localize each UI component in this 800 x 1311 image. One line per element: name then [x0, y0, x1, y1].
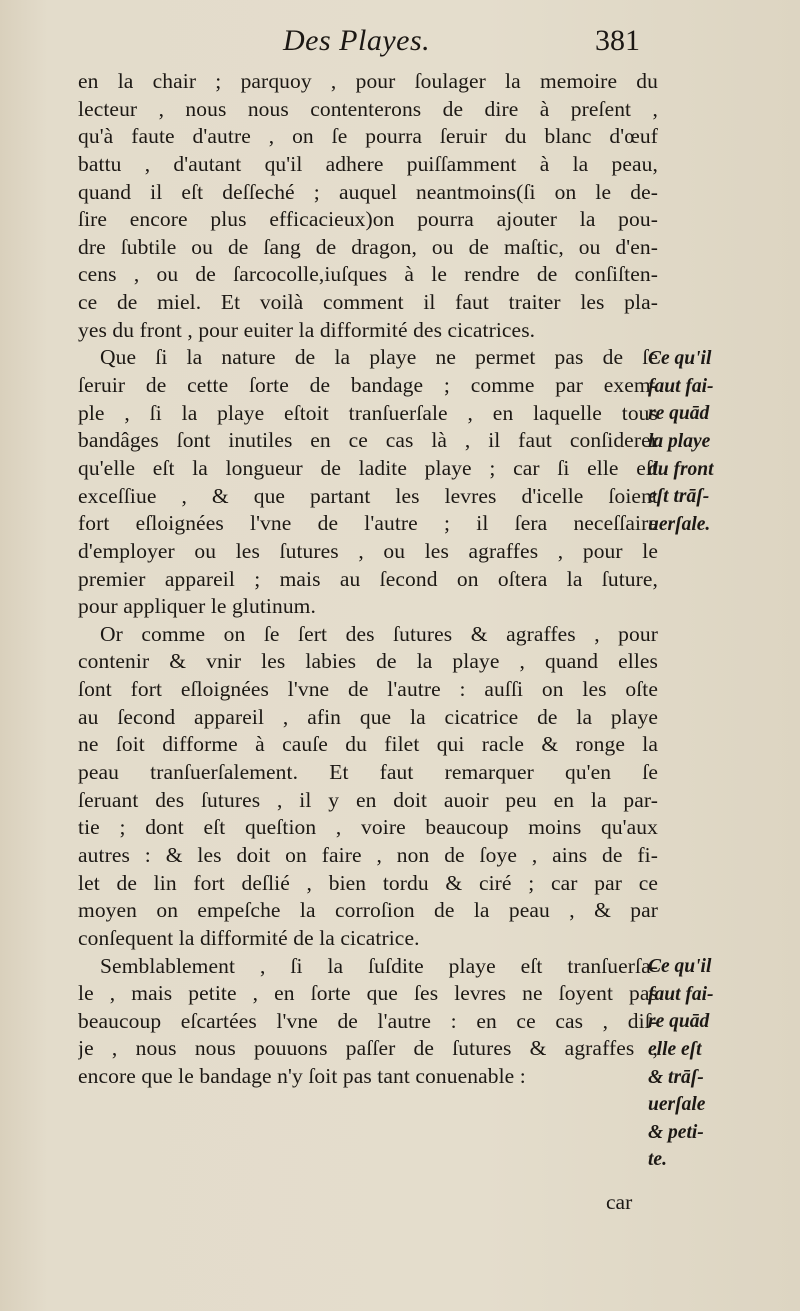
page-header [0, 18, 800, 68]
margin-note-line: du front [648, 458, 714, 480]
margin-note-line: re quād [648, 1011, 710, 1033]
text-line: ſeruant des ſutures , il y en doit auoir peu en la par- [78, 787, 658, 812]
text-line: au ſecond appareil , afin que la cicatrice de la playe [78, 704, 658, 729]
text-line: je , nous nous pouuons paſſer de ſutures & agraffes , [78, 1036, 658, 1061]
page-number: 381 [595, 24, 640, 57]
text-line: yes du front , pour euiter la difformité des cicatrices. [78, 317, 536, 342]
margin-note-line: eſt trāſ- [648, 486, 710, 508]
text-line: ſont fort eſloignées l'vne de l'autre : auſſi on les oſte [78, 677, 658, 702]
margin-note-1 [648, 345, 798, 538]
text-line: moyen on empeſche la corroſion de la peau , & par [78, 898, 658, 923]
margin-note-line: Ce qu'il [648, 348, 712, 369]
margin-note-line: faut fai- [648, 983, 714, 1005]
text-line: qu'elle eſt la longueur de ladite playe ; car ſi elle eſt [78, 455, 658, 480]
margin-note-line: te. [648, 1149, 667, 1171]
margin-note-2 [648, 953, 798, 1174]
text-line: d'employer ou les ſutures , ou les agraffes , pour le [78, 538, 658, 563]
text-line: exceſſiue , & que partant les levres d'icelle ſoient [78, 483, 658, 508]
margin-note-line: & trāſ- [648, 1066, 704, 1088]
body-text [78, 68, 658, 1091]
text-line: Semblablement , ſi la ſuſdite playe eſt tranſuerſa- [100, 953, 658, 978]
margin-note-line: faut fai- [648, 375, 714, 397]
text-line: bandâges ſont inutiles en ce cas là , il faut conſiderer [78, 428, 658, 453]
running-head: Des Playes. [283, 24, 431, 57]
text-line: quand il eſt deſſeché ; auquel neantmoins(ſi on le de- [78, 179, 658, 204]
text-line: en la chair ; parquoy , pour ſoulager la memoire du [78, 69, 658, 93]
text-line: cens , ou de ſarcocolle,iuſques à le rendre de conſiſten- [78, 262, 658, 287]
text-line: contenir & vnir les labies de la playe , quand elles [78, 649, 658, 674]
text-line: ſeruir de cette ſorte de bandage ; comme par exem- [78, 373, 658, 398]
text-line: ne ſoit difforme à cauſe du filet qui racle & ronge la [78, 732, 658, 757]
text-line: lecteur , nous nous contenterons de dire à preſent , [78, 96, 658, 121]
text-line: Que ſi la nature de la playe ne permet pas de ſe [100, 345, 658, 370]
text-line: tie ; dont eſt queſtion , voire beaucoup moins qu'aux [78, 815, 658, 840]
margin-note-line: elle eſt [648, 1038, 702, 1060]
text-line: Or comme on ſe ſert des ſutures & agraffes , pour [100, 621, 658, 646]
margin-note-line: la playe [648, 430, 711, 452]
text-line: le , mais petite , en ſorte que ſes levres ne ſoyent pas [78, 981, 658, 1006]
text-line: conſequent la difformité de la cicatrice. [78, 925, 420, 950]
text-line: premier appareil ; mais au ſecond on oſtera la ſuture, [78, 566, 658, 591]
text-line: beaucoup eſcartées l'vne de l'autre : en ce cas , diſ- [78, 1008, 658, 1033]
margin-note-line: Ce qu'il [648, 956, 712, 977]
margin-note-line: uerſale. [648, 513, 711, 535]
catchword: car [606, 1190, 633, 1214]
text-line: qu'à faute d'autre , on ſe pourra ſeruir du blanc d'œuf [78, 124, 658, 149]
text-line: battu , d'autant qu'il adhere puiſſamment à la peau, [78, 151, 658, 176]
text-line: encore que le bandage n'y ſoit pas tant conuenable : [78, 1064, 526, 1089]
text-line: dre ſubtile ou de ſang de dragon, ou de maſtic, ou d'en- [78, 234, 658, 259]
margin-note-line: uerſale [648, 1094, 706, 1116]
text-line: let de lin fort deſlié , bien tordu & ciré ; car par ce [78, 870, 658, 895]
text-line: ſire encore plus efficacieux)on pourra ajouter la pou- [78, 207, 658, 232]
margin-note-line: re quād [648, 403, 710, 425]
text-line: ple , ſi la playe eſtoit tranſuerſale , en laquelle tous [78, 400, 658, 425]
text-line: autres : & les doit on faire , non de ſoye , ains de fi- [78, 842, 658, 867]
text-line: fort eſloignées l'vne de l'autre ; il ſera neceſſaire [78, 511, 658, 536]
margin-note-line: & peti- [648, 1121, 704, 1143]
text-line: peau tranſuerſalement. Et faut remarquer qu'en ſe [78, 760, 658, 785]
text-line: ce de miel. Et voilà comment il faut traiter les pla- [78, 290, 658, 315]
text-line: pour appliquer le glutinum. [78, 594, 316, 619]
